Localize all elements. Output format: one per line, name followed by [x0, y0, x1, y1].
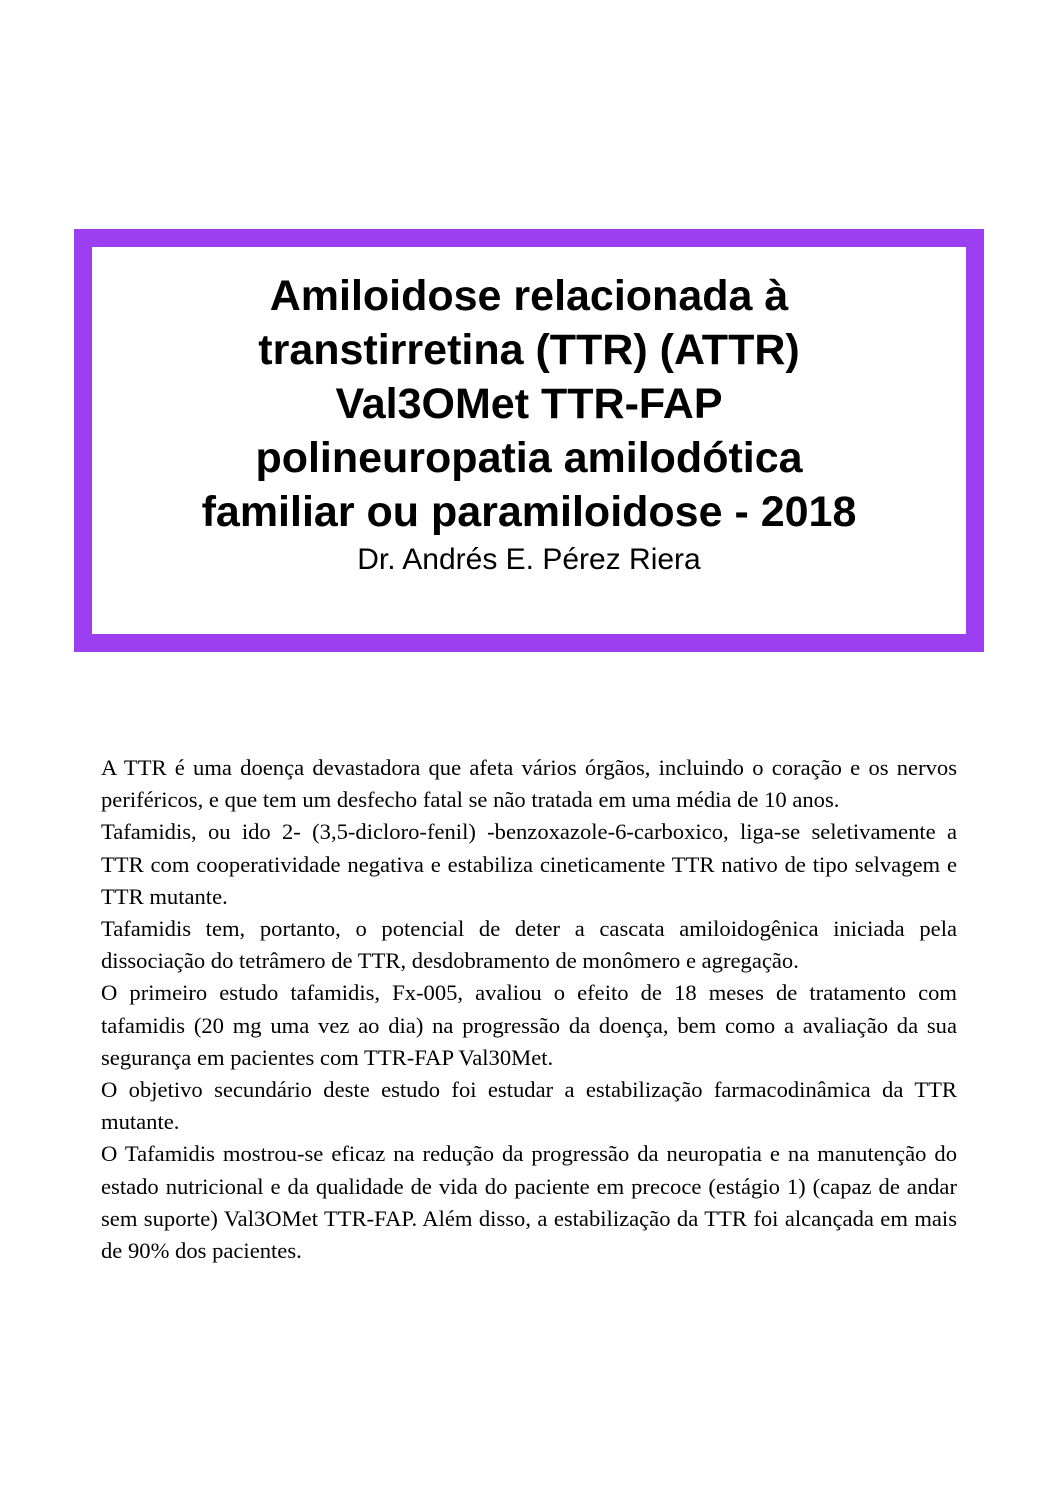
title-line-2: transtirretina (TTR) (ATTR) [258, 326, 800, 374]
title-line-4: polineuropatia amilodótica [255, 434, 803, 482]
paragraph-tafamidis-mechanism: Tafamidis, ou ido 2- (3,5-dicloro-fenil) -benzoxazole-6-carboxico, liga-se seletivamente a TTR com cooperatividade negativa e estabiliza cineticamente TTR nativo de tipo selvagem e TTR mutante. [101, 819, 957, 909]
title-line-1: Amiloidose relacionada à [269, 272, 789, 320]
title-frame [74, 229, 984, 652]
paragraph-secondary-objective: O objetivo secundário deste estudo foi estudar a estabilização farmacodinâmica da TTR mutante. [101, 1077, 957, 1135]
author-name: Dr. Andrés E. Pérez Riera [357, 543, 701, 576]
paragraph-tafamidis-potential: Tafamidis tem, portanto, o potencial de deter a cascata amiloidogênica iniciada pela dissociação do tetrâmero de TTR, desdobramento de monômero e agregação. [101, 916, 957, 974]
paragraph-results: O Tafamidis mostrou-se eficaz na redução da progressão da neuropatia e na manutenção do estado nutricional e da qualidade de vida do paciente em precoce (estágio 1) (capaz de andar sem suporte) Val3OMet TTR-FAP. Além disso, a estabilização da TTR foi alcançada em mais de 90% dos pacientes. [101, 1141, 957, 1264]
title-line-5: familiar ou paramiloidose - 2018 [201, 488, 857, 536]
paragraph-intro: A TTR é uma doença devastadora que afeta vários órgãos, incluindo o coração e os nervos periféricos, e que tem um desfecho fatal se não tratada em uma média de 10 anos. [101, 755, 957, 813]
title-line-3: Val3OMet TTR-FAP [335, 380, 723, 428]
paragraph-first-study: O primeiro estudo tafamidis, Fx-005, avaliou o efeito de 18 meses de tratamento com tafamidis (20 mg uma vez ao dia) na progressão da doença, bem como a avaliação da sua segurança em pacientes com TTR-FAP Val30Met. [101, 980, 957, 1070]
body-text [101, 752, 957, 1267]
